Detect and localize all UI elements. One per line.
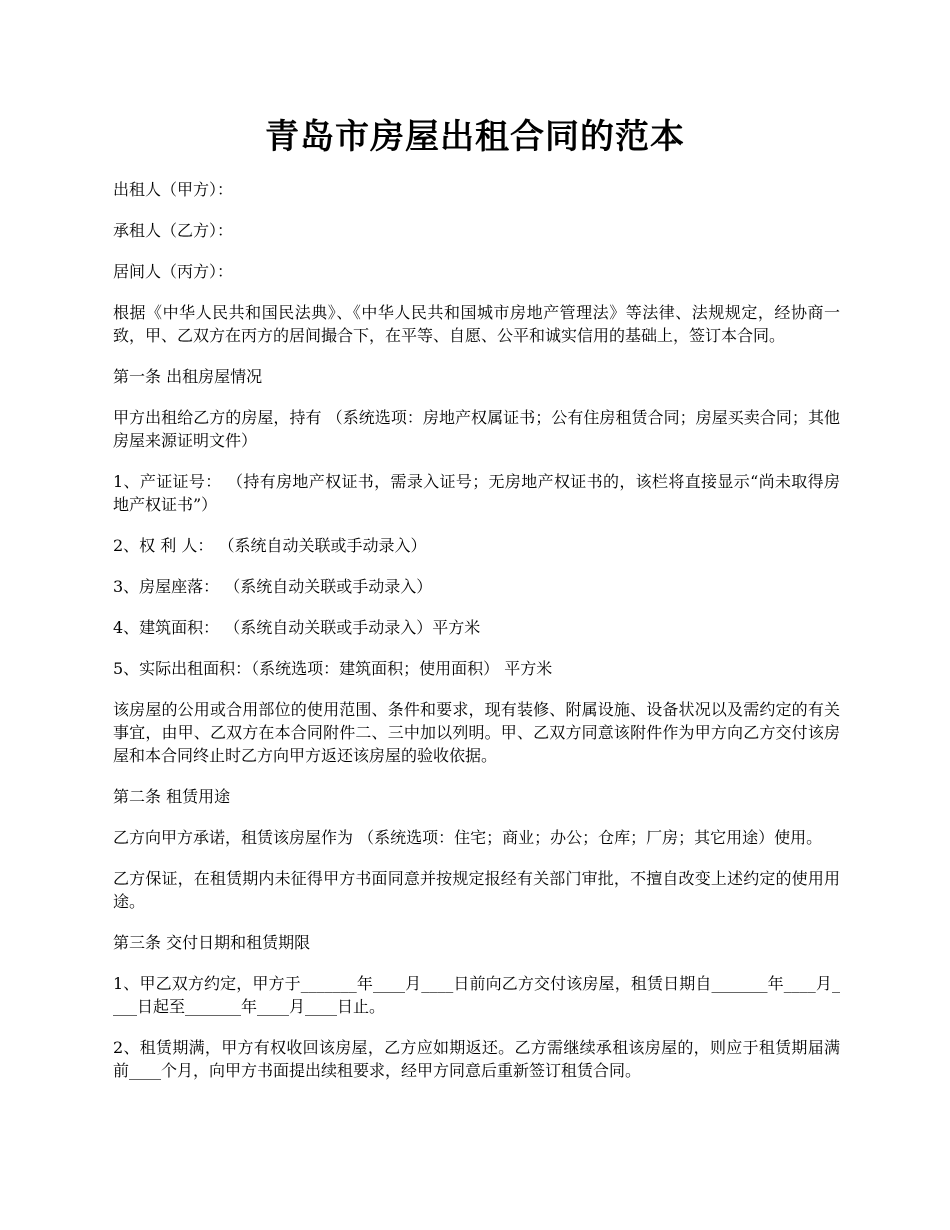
preamble-paragraph: 根据《中华人民共和国民法典》、《中华人民共和国城市房地产管理法》等法律、法规规定，经协商一致，甲、乙双方在丙方的居间撮合下，在平等、自愿、公平和诚实信用的基础上，签订本合同。 [113, 303, 840, 345]
property-item-3: 3、房屋座落： （系统自动关联或手动录入） [113, 577, 433, 596]
delivery-date-paragraph: 1、甲乙双方约定，甲方于_______年____月____日前向乙方交付该房屋，租赁日期自_______年____月____日起至_______年____月____日止。 [113, 974, 840, 1016]
usage-commitment-paragraph: 乙方向甲方承诺，租赁该房屋作为 （系统选项：住宅；商业；办公；仓库；厂房；其它用途）使用。 [113, 828, 823, 847]
document-title: 青岛市房屋出租合同的范本 [265, 117, 685, 157]
article-1-heading: 第一条 出租房屋情况 [113, 367, 263, 386]
article-2-heading: 第二条 租赁用途 [113, 787, 231, 806]
usage-guarantee-paragraph: 乙方保证，在租赁期内未征得甲方书面同意并按规定报经有关部门审批，不擅自改变上述约定的使用用途。 [113, 869, 840, 911]
property-item-5: 5、实际出租面积：（系统选项：建筑面积；使用面积） 平方米 [113, 659, 553, 678]
document-body [113, 178, 840, 1100]
common-areas-paragraph: 该房屋的公用或合用部位的使用范围、条件和要求，现有装修、附属设施、设备状况以及需约定的有关事宜，由甲、乙双方在本合同附件二、三中加以列明。甲、乙双方同意该附件作为甲方向乙方交付该房屋和本合同终止时乙方向甲方返还该房屋的验收依据。 [113, 700, 840, 765]
lease-renewal-paragraph: 2、租赁期满，甲方有权收回该房屋，乙方应如期返还。乙方需继续承租该房屋的，则应于租赁期届满前____个月，向甲方书面提出续租要求，经甲方同意后重新签订租赁合同。 [113, 1038, 840, 1080]
property-item-2: 2、权 利 人： （系统自动关联或手动录入） [113, 536, 427, 555]
property-item-4: 4、建筑面积： （系统自动关联或手动录入）平方米 [113, 618, 481, 637]
property-ownership-paragraph: 甲方出租给乙方的房屋，持有 （系统选项：房地产权属证书；公有住房租赁合同；房屋买卖合同；其他房屋来源证明文件） [113, 408, 840, 450]
party-c-line: 居间人（丙方）： [113, 262, 234, 281]
property-item-1: 1、产证证号： （持有房地产权证书，需录入证号；无房地产权证书的，该栏将直接显示“尚未取得房地产权证书”） [113, 472, 840, 514]
article-3-heading: 第三条 交付日期和租赁期限 [113, 933, 311, 952]
party-b-line: 承租人（乙方）： [113, 221, 234, 240]
party-a-line: 出租人（甲方）： [113, 180, 234, 199]
